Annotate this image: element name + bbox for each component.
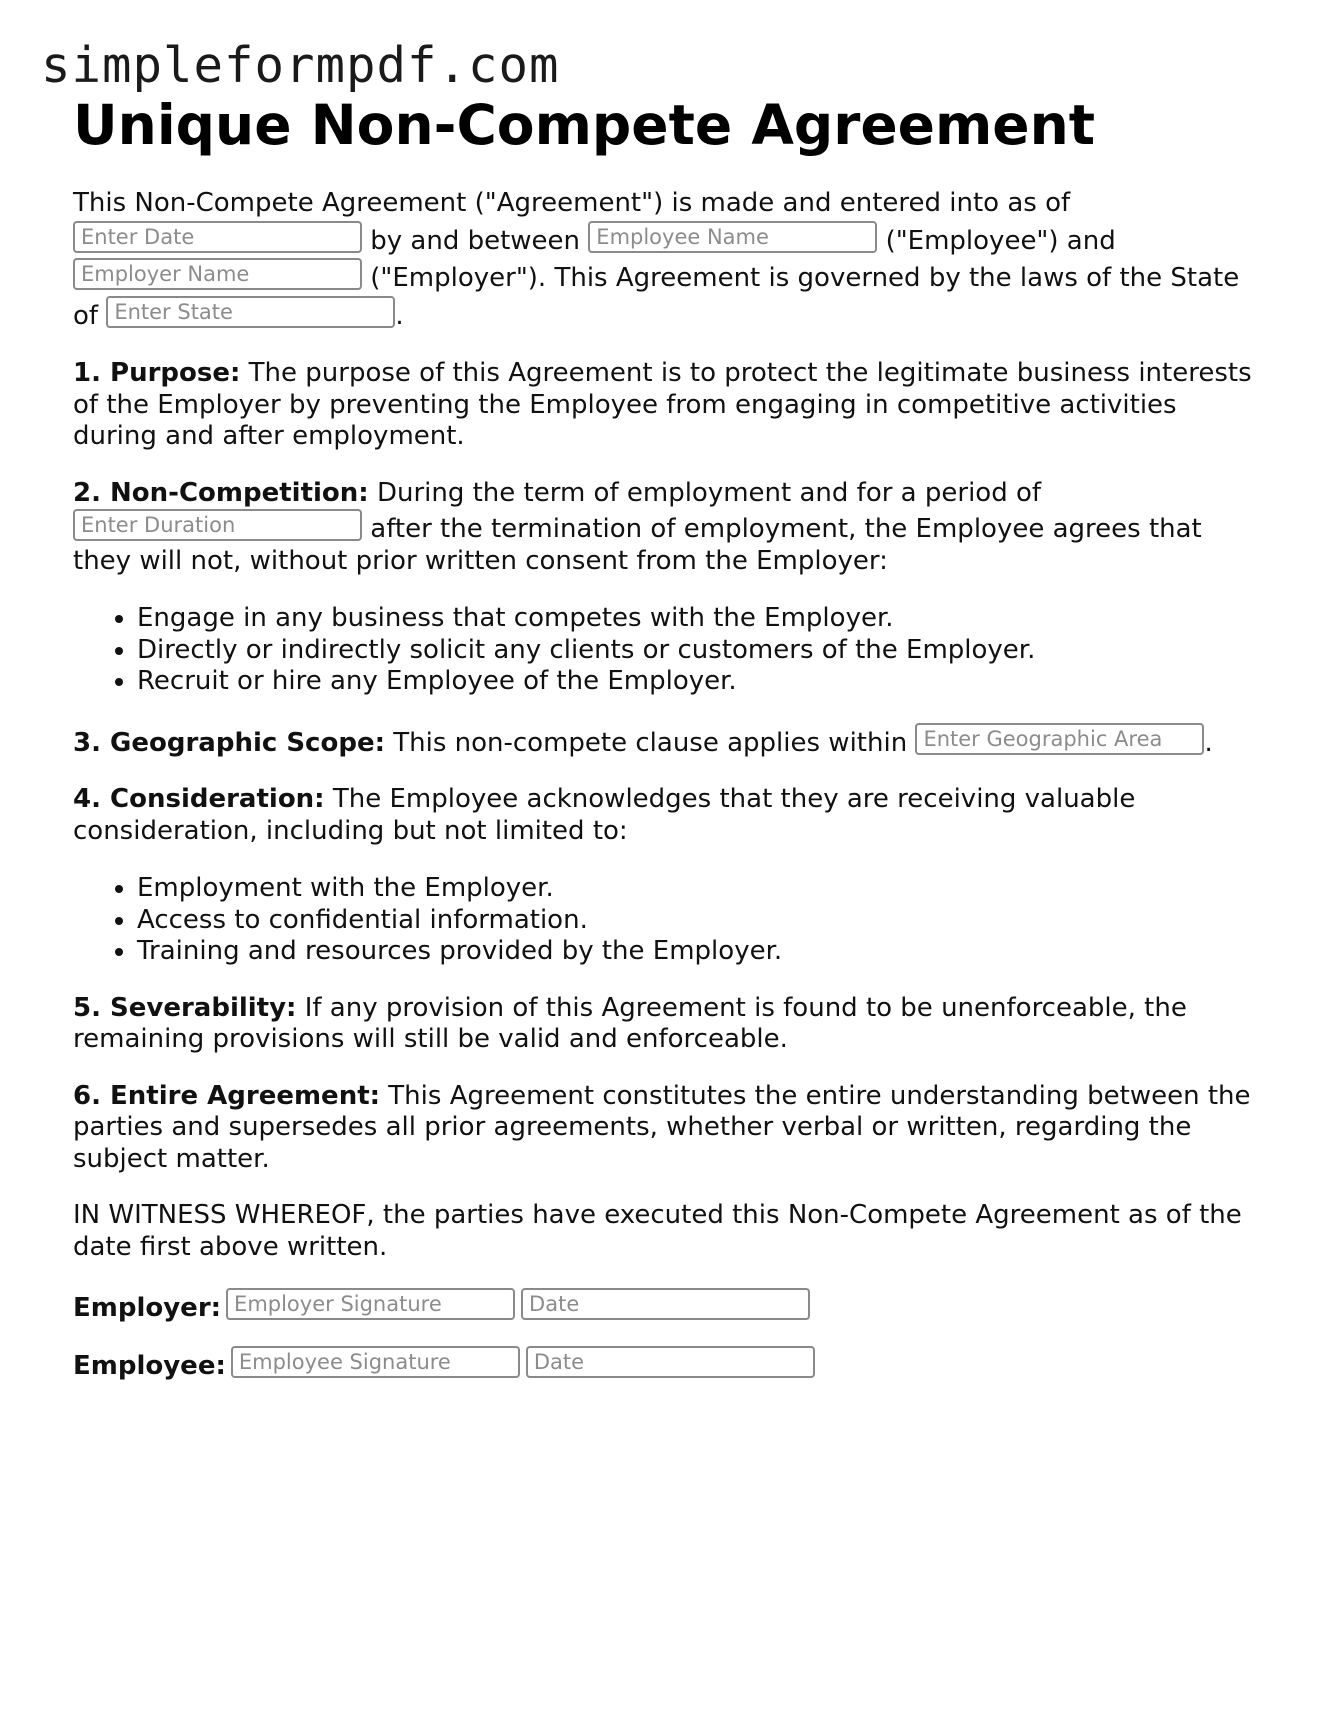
geographic-area-field[interactable]: Enter Geographic Area — [915, 723, 1204, 755]
severability-section — [73, 993, 1253, 1056]
employer-name-field[interactable]: Employer Name — [73, 258, 362, 290]
non-competition-text-2: after the termination of employment, the Employee agrees that they will not, without prior written consent from the Employer: — [73, 514, 1202, 576]
non-competition-list — [73, 603, 1253, 698]
intro-text-2: by and between — [370, 225, 581, 256]
entire-agreement-heading: 6. Entire Agreement: — [73, 1080, 381, 1111]
employer-signature-row — [73, 1288, 1253, 1325]
severability-text: If any provision of this Agreement is found to be unenforceable, the remaining provisions will still be valid and enforceable. — [73, 992, 1187, 1054]
list-item: • Recruit or hire any Employee of the Employer. — [137, 666, 1253, 698]
consideration-heading: 4. Consideration: — [73, 784, 325, 814]
agreement-document — [73, 90, 1253, 1383]
consideration-section — [73, 784, 1253, 847]
site-watermark: simpleformpdf.com — [41, 37, 560, 94]
document-title: Unique Non-Compete Agreement — [73, 93, 1096, 157]
consideration-text: The Employee acknowledges that they are receiving valuable consideration, including but not limited to: — [73, 784, 1136, 846]
purpose-section — [73, 358, 1253, 453]
entire-agreement-section — [73, 1081, 1253, 1176]
employer-signature-field[interactable]: Employer Signature — [226, 1288, 515, 1320]
purpose-heading: 1. Purpose: — [73, 358, 241, 388]
geographic-scope-section — [73, 723, 1253, 760]
list-item: • Engage in any business that competes with the Employer. — [137, 603, 1253, 635]
employee-signature-label: Employee: — [73, 1351, 226, 1381]
intro-text-3: ("Employee") and — [885, 225, 1116, 256]
employee-signature-field[interactable]: Employee Signature — [231, 1346, 520, 1378]
list-item: • Directly or indirectly solicit any clients or customers of the Employer. — [137, 635, 1253, 667]
intro-text-4: ("Employer"). This Agreement is governed by the laws of the State of — [73, 263, 1240, 331]
state-field[interactable]: Enter State — [106, 296, 395, 328]
employee-date-field[interactable]: Date — [526, 1346, 815, 1378]
list-item: • Employment with the Employer. — [137, 873, 1253, 905]
list-item: • Training and resources provided by the Employer. — [137, 936, 1253, 968]
intro-text-5: . — [395, 300, 404, 331]
geographic-scope-text: This non-compete clause applies within — [393, 727, 908, 758]
employee-name-field[interactable]: Employee Name — [588, 221, 877, 253]
duration-field[interactable]: Enter Duration — [73, 509, 362, 541]
severability-heading: 5. Severability: — [73, 992, 297, 1023]
geographic-scope-period: . — [1204, 727, 1213, 758]
witness-statement: IN WITNESS WHEREOF, the parties have executed this Non-Compete Agreement as of the date first above written. — [73, 1200, 1242, 1262]
non-competition-section — [73, 478, 1253, 578]
non-competition-heading: 2. Non-Competition: — [73, 477, 369, 508]
employer-signature-label: Employer: — [73, 1293, 222, 1323]
consideration-list — [73, 873, 1253, 968]
non-competition-text-1: During the term of employment and for a period of — [376, 477, 1042, 508]
agreement-date-field[interactable]: Enter Date — [73, 221, 362, 253]
employee-signature-row — [73, 1346, 1253, 1383]
purpose-text: The purpose of this Agreement is to protect the legitimate business interests of the Employer by preventing the Employee from engaging in competitive activities during and after employment. — [73, 358, 1252, 451]
list-item: • Access to confidential information. — [137, 905, 1253, 937]
intro-text-1: This Non-Compete Agreement ("Agreement") is made and entered into as of — [73, 188, 1071, 218]
entire-agreement-text: This Agreement constitutes the entire understanding between the parties and supersedes all prior agreements, whether verbal or written, regarding the subject matter. — [73, 1080, 1251, 1174]
intro-paragraph — [73, 187, 1253, 333]
geographic-scope-heading: 3. Geographic Scope: — [73, 727, 385, 758]
employer-date-field[interactable]: Date — [521, 1288, 810, 1320]
